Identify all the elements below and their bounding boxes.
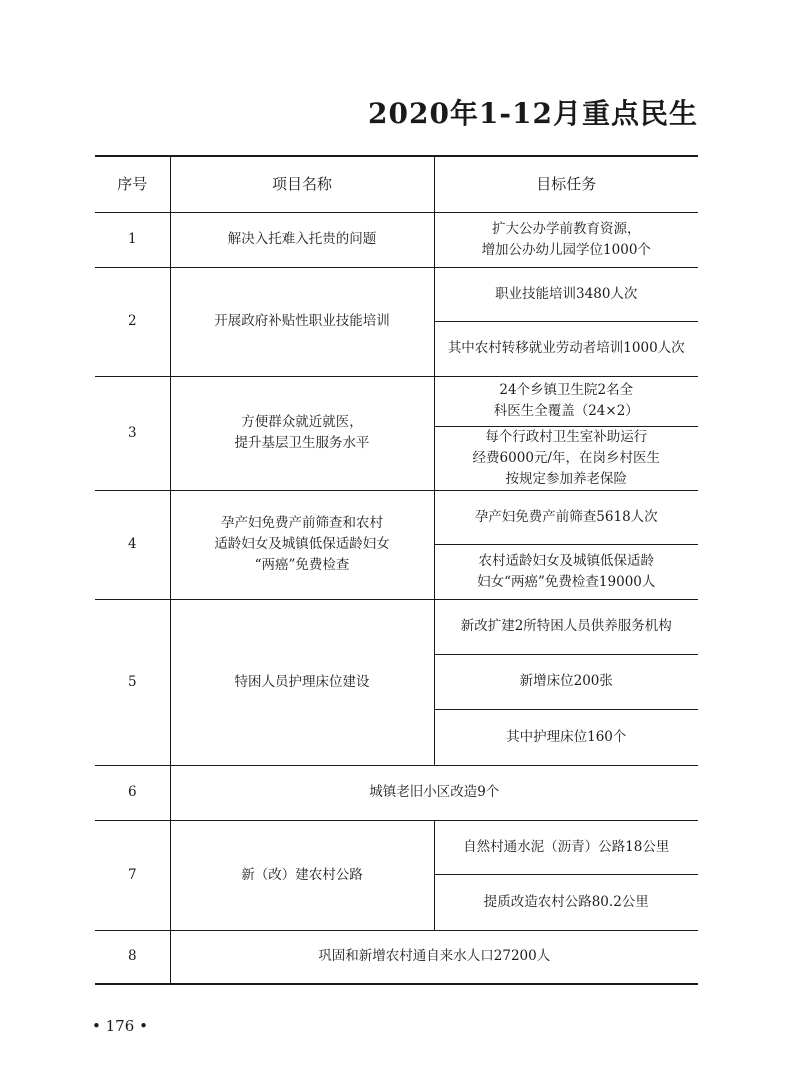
target-line: 农村适龄妇女及城镇低保适龄 (478, 552, 654, 569)
row-seq: 7 (95, 820, 170, 930)
table-row (95, 765, 698, 820)
table-row (95, 376, 698, 426)
row-name: 解决入托难入托贵的问题 (170, 212, 434, 267)
row-target (434, 376, 698, 426)
page-number: 176 (105, 1017, 135, 1035)
table-row (95, 490, 698, 544)
table-row (95, 267, 698, 321)
row-name: 特困人员护理床位建设 (170, 599, 434, 765)
name-line: “两癌”免费检查 (254, 557, 350, 573)
header-name: 项目名称 (170, 156, 434, 212)
row-name: 新（改）建农村公路 (170, 820, 434, 930)
target-line: 扩大公办学前教育资源， (492, 220, 641, 237)
target-line: 增加公办幼儿园学位1000个 (481, 241, 651, 258)
row-merged: 巩固和新增农村通自来水人口27200人 (318, 948, 551, 965)
row-target (434, 212, 698, 267)
name-line: 提升基层卫生服务水平 (234, 435, 370, 451)
target-line: 经费6000元/年，在岗乡村医生 (472, 449, 660, 466)
page-footer (92, 1017, 148, 1035)
header-target: 目标任务 (434, 156, 698, 212)
table-header-row (95, 156, 698, 212)
target-line: 每个行政村卫生室补助运行 (485, 428, 648, 445)
row-target: 提质改造农村公路80.2公里 (434, 874, 698, 930)
name-line: 孕产妇免费产前筛查和农村 (221, 515, 383, 531)
row-seq: 8 (95, 930, 170, 984)
row-seq: 2 (95, 267, 170, 376)
row-seq: 6 (95, 765, 170, 820)
header-seq: 序号 (95, 156, 170, 212)
row-merged: 城镇老旧小区改造9个 (170, 765, 698, 820)
table-row (95, 212, 698, 267)
target-line: 按规定参加养老保险 (505, 470, 627, 487)
row-name (170, 490, 434, 599)
row-target: 新改扩建2所特困人员供养服务机构 (434, 599, 698, 654)
table-row (95, 599, 698, 654)
row-target: 其中农村转移就业劳动者培训1000人次 (434, 321, 698, 376)
footer-dot: • (92, 1017, 101, 1035)
target-line: 24个乡镇卫生院2名全 (499, 382, 634, 398)
table-row (95, 820, 698, 874)
footer-dot: • (139, 1017, 148, 1035)
table-row (95, 930, 698, 984)
row-seq: 4 (95, 490, 170, 599)
name-line: 适龄妇女及城镇低保适龄妇女 (214, 536, 390, 552)
row-target: 职业技能培训3480人次 (434, 267, 698, 321)
row-target (434, 544, 698, 599)
livelihood-table (95, 155, 698, 985)
name-line: 方便群众就近就医， (241, 414, 363, 430)
row-target: 自然村通水泥（沥青）公路18公里 (434, 820, 698, 874)
row-target (434, 426, 698, 490)
row-seq: 5 (95, 599, 170, 765)
row-target: 孕产妇免费产前筛查5618人次 (434, 490, 698, 544)
row-target: 其中护理床位160个 (434, 709, 698, 765)
target-line: 妇女“两癌”免费检查19000人 (477, 573, 656, 590)
row-seq: 1 (95, 212, 170, 267)
row-name: 开展政府补贴性职业技能培训 (170, 267, 434, 376)
row-name (170, 376, 434, 490)
row-seq: 3 (95, 376, 170, 490)
target-line: 科医生全覆盖（24×2） (493, 403, 639, 419)
page-title: 2020年1-12月重点民生 (368, 97, 698, 130)
row-target: 新增床位200张 (434, 654, 698, 709)
